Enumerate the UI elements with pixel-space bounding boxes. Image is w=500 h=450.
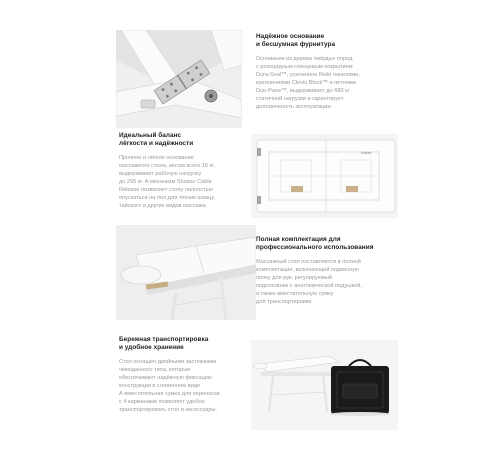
feature-description xyxy=(256,55,406,111)
folded-table-illustration xyxy=(251,134,398,218)
feature-title xyxy=(119,336,269,352)
feature-description-line: Duo-Pane™, выдерживает до 680 кг xyxy=(256,88,350,94)
table-headrest-photo xyxy=(116,225,256,320)
feature-description-line: тайского и других видов массажа. xyxy=(119,203,208,209)
feature-title xyxy=(256,236,406,252)
feature-title-line: и удобное хранение xyxy=(119,344,184,351)
feature-description-line: А вместительная сумка для переноски xyxy=(119,391,220,397)
feature-title-line: профессионального использования xyxy=(256,244,374,251)
feature-title-line: Бережная транспортировка xyxy=(119,336,209,343)
feature-description-line: креплениями Clevis Block™ и петлями xyxy=(256,80,356,86)
feature-description xyxy=(119,154,264,210)
table-and-bag-photo xyxy=(251,340,398,430)
feature-description-line: до 295 кг. А механизм Shiatsu Cable xyxy=(119,179,212,185)
brand-logo-text: Master xyxy=(361,151,372,155)
feature-description xyxy=(256,258,406,306)
feature-title-line: лёгкости и надёжности xyxy=(119,140,194,147)
hardware-hinge-photo xyxy=(116,30,242,128)
feature-description-line: Release позволяет столу полностью xyxy=(119,187,213,193)
feature-description-line: а также вместительную сумку xyxy=(256,291,334,297)
feature-description-line: Основания из дерева твёрдых пород xyxy=(256,56,353,62)
hardware-hinge-illustration xyxy=(116,30,242,128)
feature-title-line: и бесшумная фурнитура xyxy=(256,41,336,48)
feature-description-line: выдерживает рабочую нагрузку xyxy=(119,171,202,177)
folded-table-photo xyxy=(251,134,398,218)
feature-description-line: опускаться на пол для техник шиацу, xyxy=(119,195,216,201)
feature-description-line: чемоданного типа, которые xyxy=(119,367,191,373)
feature-title-line: Полная комплектация для xyxy=(256,236,341,243)
feature-description-line: с 4 карманами позволяет удобно xyxy=(119,399,205,405)
feature-description-line: конструкции в сложенном виде. xyxy=(119,383,202,389)
feature-title xyxy=(256,33,406,49)
feature-description-line: с розоцидным глинцевым покрытием xyxy=(256,64,353,70)
feature-title-line: Надёжное основание xyxy=(256,33,325,40)
feature-title-line: Идеальный баланс xyxy=(119,132,182,139)
table-and-bag-illustration xyxy=(251,340,398,430)
feature-description-line: Dura-Seal™, усиленное Reiki панелями, xyxy=(256,72,360,78)
feature-description-line: обеспечивают надёжную фиксацию xyxy=(119,375,212,381)
feature-description-line: Стол оснащён двойными застежками xyxy=(119,359,217,365)
feature-description-line: подголовник с анатомической подушкой, xyxy=(256,283,362,289)
feature-description-line: для транспортировки. xyxy=(256,299,313,305)
feature-description-line: комплектации, включающей подвесную xyxy=(256,267,360,273)
feature-description-line: массажного стола, весом всего 16 кг, xyxy=(119,163,215,169)
feature-transport xyxy=(119,336,269,414)
table-headrest-illustration xyxy=(116,225,256,320)
feature-title xyxy=(119,132,264,148)
feature-base-hardware xyxy=(256,33,406,111)
feature-description xyxy=(119,358,269,414)
feature-description-line: транспортировать стол и аксессуары. xyxy=(119,407,218,413)
product-feature-page xyxy=(91,0,409,450)
feature-description-line: Прочное и лёгкое основание xyxy=(119,155,194,161)
feature-balance xyxy=(119,132,264,210)
feature-description-line: статичной нагрузки и гарантирует xyxy=(256,96,344,102)
feature-description-line: Массажный стол поставляется в полной xyxy=(256,259,361,265)
feature-full-kit xyxy=(256,236,406,306)
feature-description-line: полку для рук, регулируемый xyxy=(256,275,332,281)
feature-description-line: долговечность эксплуатации. xyxy=(256,104,333,110)
